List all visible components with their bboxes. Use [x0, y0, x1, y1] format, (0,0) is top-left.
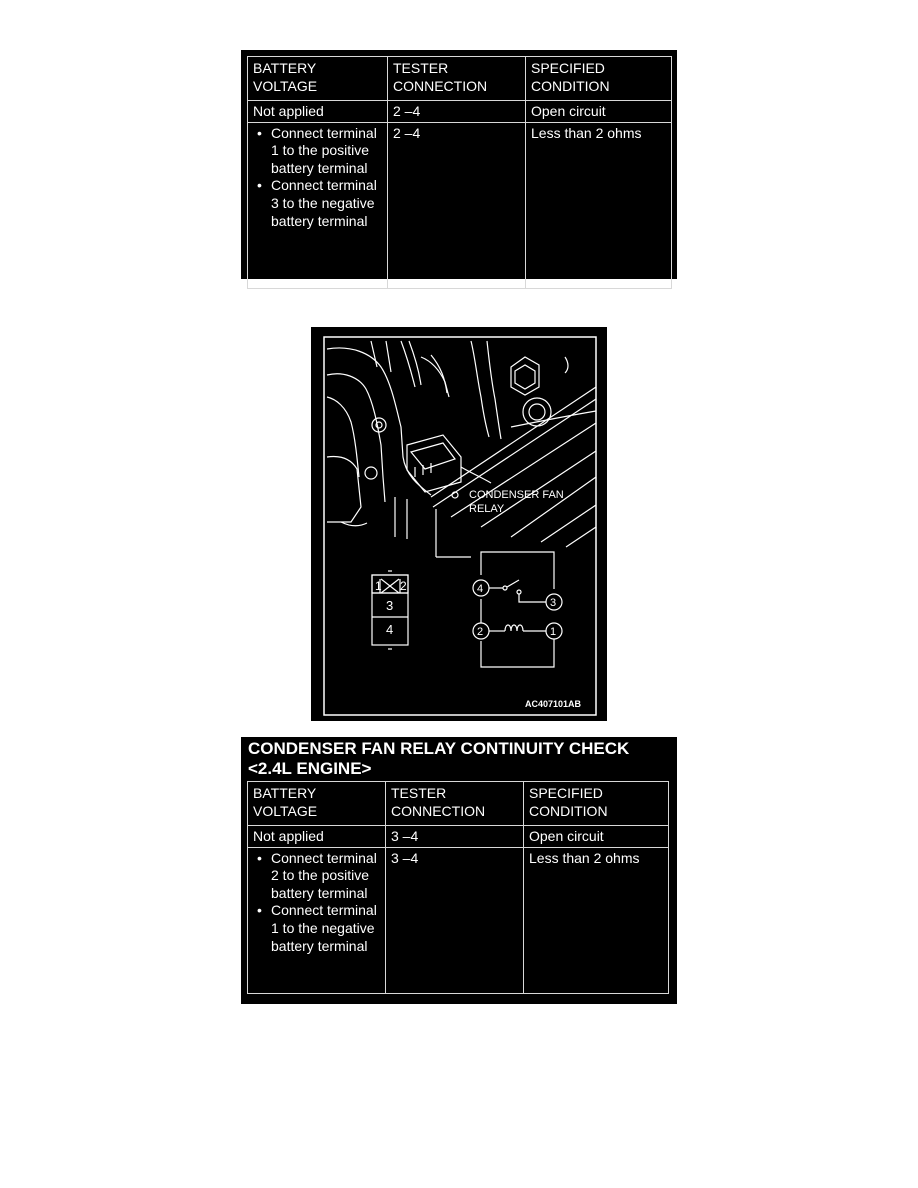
bullet-list [253, 125, 382, 231]
cell-battery-voltage [248, 122, 388, 288]
table-row [248, 122, 672, 288]
circuit-terminal-2: 2 [477, 626, 484, 638]
list-item: • Connect terminal 3 to the negative battery terminal [253, 177, 382, 230]
relay-circuit-schematic [473, 552, 562, 667]
list-item: • Connect terminal 1 to the negative battery terminal [253, 902, 380, 955]
table-row [248, 826, 669, 848]
circuit-terminal-3: 3 [550, 597, 557, 609]
connector-pin-3: 3 [386, 598, 394, 613]
table-title [248, 739, 629, 779]
cell-specified-condition: Less than 2 ohms [524, 847, 669, 993]
circuit-terminal-4: 4 [477, 583, 484, 595]
cell-specified-condition: Less than 2 ohms [526, 122, 672, 288]
continuity-table-1 [241, 50, 677, 279]
cell-battery-voltage: Not applied [248, 101, 388, 123]
header-specified-condition: SPECIFIED CONDITION [526, 57, 672, 101]
cell-battery-voltage [248, 847, 386, 993]
spec-table [247, 781, 669, 994]
bullet-list [253, 850, 380, 956]
table-row [248, 847, 669, 993]
continuity-table-2 [241, 737, 677, 1004]
relay-callout-line2: RELAY [469, 503, 505, 515]
header-specified-condition: SPECIFIED CONDITION [524, 782, 669, 826]
relay-callout-line1: CONDENSER FAN [469, 489, 564, 501]
engine-bay-drawing [327, 341, 596, 557]
cell-specified-condition: Open circuit [524, 826, 669, 848]
cell-tester-connection: 2 –4 [388, 101, 526, 123]
cell-tester-connection: 3 –4 [386, 826, 524, 848]
connector-pin-1: 1 [375, 579, 382, 593]
cell-tester-connection: 2 –4 [388, 122, 526, 288]
header-battery-voltage: BATTERY VOLTAGE [248, 57, 388, 101]
header-tester-connection: TESTER CONNECTION [388, 57, 526, 101]
cell-tester-connection: 3 –4 [386, 847, 524, 993]
table-row [248, 101, 672, 123]
connector-pin-4: 4 [386, 622, 394, 637]
header-battery-voltage: BATTERY VOLTAGE [248, 782, 386, 826]
circuit-terminal-1: 1 [550, 626, 557, 638]
cell-battery-voltage: Not applied [248, 826, 386, 848]
connector-pin-2: 2 [400, 579, 407, 593]
header-tester-connection: TESTER CONNECTION [386, 782, 524, 826]
list-item: • Connect terminal 1 to the positive battery terminal [253, 125, 382, 178]
relay-illustration [311, 327, 607, 721]
connector-pinout [372, 571, 408, 649]
table-header-row [248, 57, 672, 101]
table-title-line2: <2.4L ENGINE> [248, 759, 372, 778]
table-title-line1: CONDENSER FAN RELAY CONTINUITY CHECK [248, 739, 630, 758]
spec-table [247, 56, 672, 289]
list-item: • Connect terminal 2 to the positive battery terminal [253, 850, 380, 903]
relay-location-figure [311, 327, 607, 721]
table-header-row [248, 782, 669, 826]
figure-frame [324, 337, 596, 715]
cell-specified-condition: Open circuit [526, 101, 672, 123]
figure-id-label: AC407101AB [525, 699, 582, 709]
